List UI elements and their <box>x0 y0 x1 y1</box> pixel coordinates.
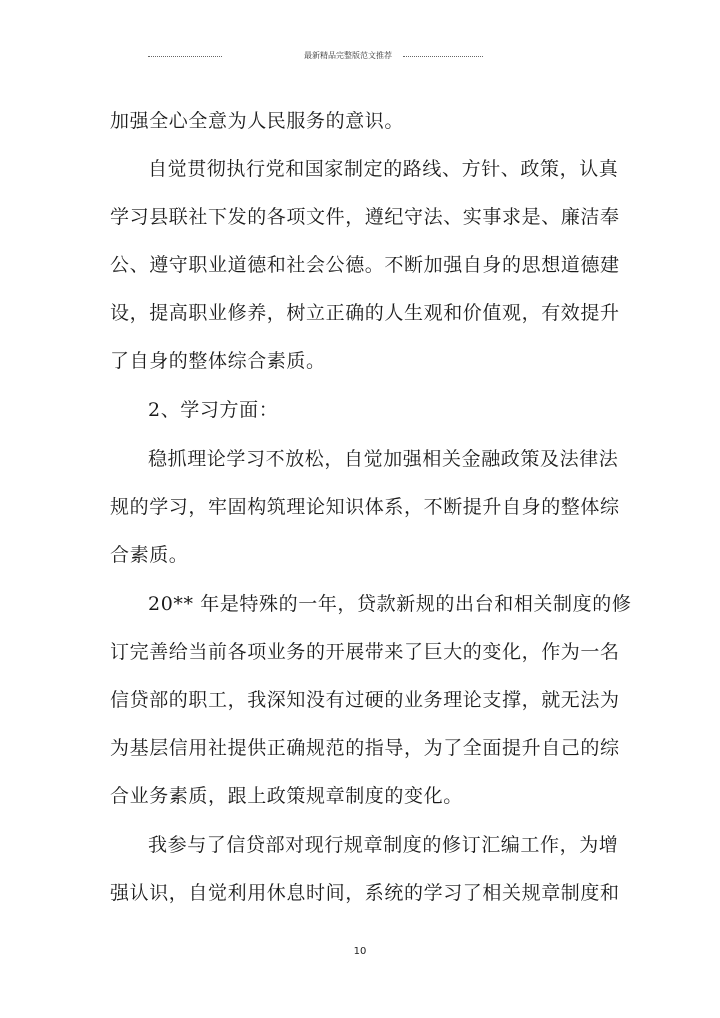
text-line: 订完善给当前各项业务的开展带来了巨大的变化，作为一名 <box>110 641 620 663</box>
text-line: 合素质。 <box>110 544 189 566</box>
text-line: 20** 年是特殊的一年，贷款新规的出台和相关制度的修 <box>148 593 632 615</box>
text-line: 信贷部的职工，我深知没有过硬的业务理论支撑，就无法为 <box>110 689 620 711</box>
text-line: 学习县联社下发的各项文件，遵纪守法、实事求是、廉洁奉 <box>110 206 620 228</box>
page-number: 10 <box>353 946 367 957</box>
text-line: 强认识，自觉利用休息时间，系统的学习了相关规章制度和 <box>110 882 620 904</box>
text-line: 自觉贯彻执行党和国家制定的路线、方针、政策，认真 <box>148 158 619 180</box>
header-dotted-rule-right <box>403 56 483 57</box>
text-line: 为基层信用社提供正确规范的指导，为了全面提升自己的综 <box>110 737 620 759</box>
text-line: 加强全心全意为人民服务的意识。 <box>110 110 405 132</box>
text-line: 稳抓理论学习不放松，自觉加强相关金融政策及法律法 <box>148 448 619 470</box>
text-line: 我参与了信贷部对现行规章制度的修订汇编工作，为增 <box>148 834 619 856</box>
header-dotted-rule-left <box>148 56 222 57</box>
text-line: 合业务素质，跟上政策规章制度的变化。 <box>110 785 463 807</box>
section-heading: 2、学习方面： <box>148 399 279 421</box>
text-line: 公、遵守职业道德和社会公德。不断加强自身的思想道德建 <box>110 254 620 276</box>
text-line: 规的学习，牢固构筑理论知识体系，不断提升自身的整体综 <box>110 496 620 518</box>
page-header <box>148 49 483 63</box>
header-title: 最新精品完整版范文推荐 <box>304 51 392 60</box>
text-line: 设，提高职业修养，树立正确的人生观和价值观，有效提升 <box>110 302 620 324</box>
text-line: 了自身的整体综合素质。 <box>110 350 326 372</box>
